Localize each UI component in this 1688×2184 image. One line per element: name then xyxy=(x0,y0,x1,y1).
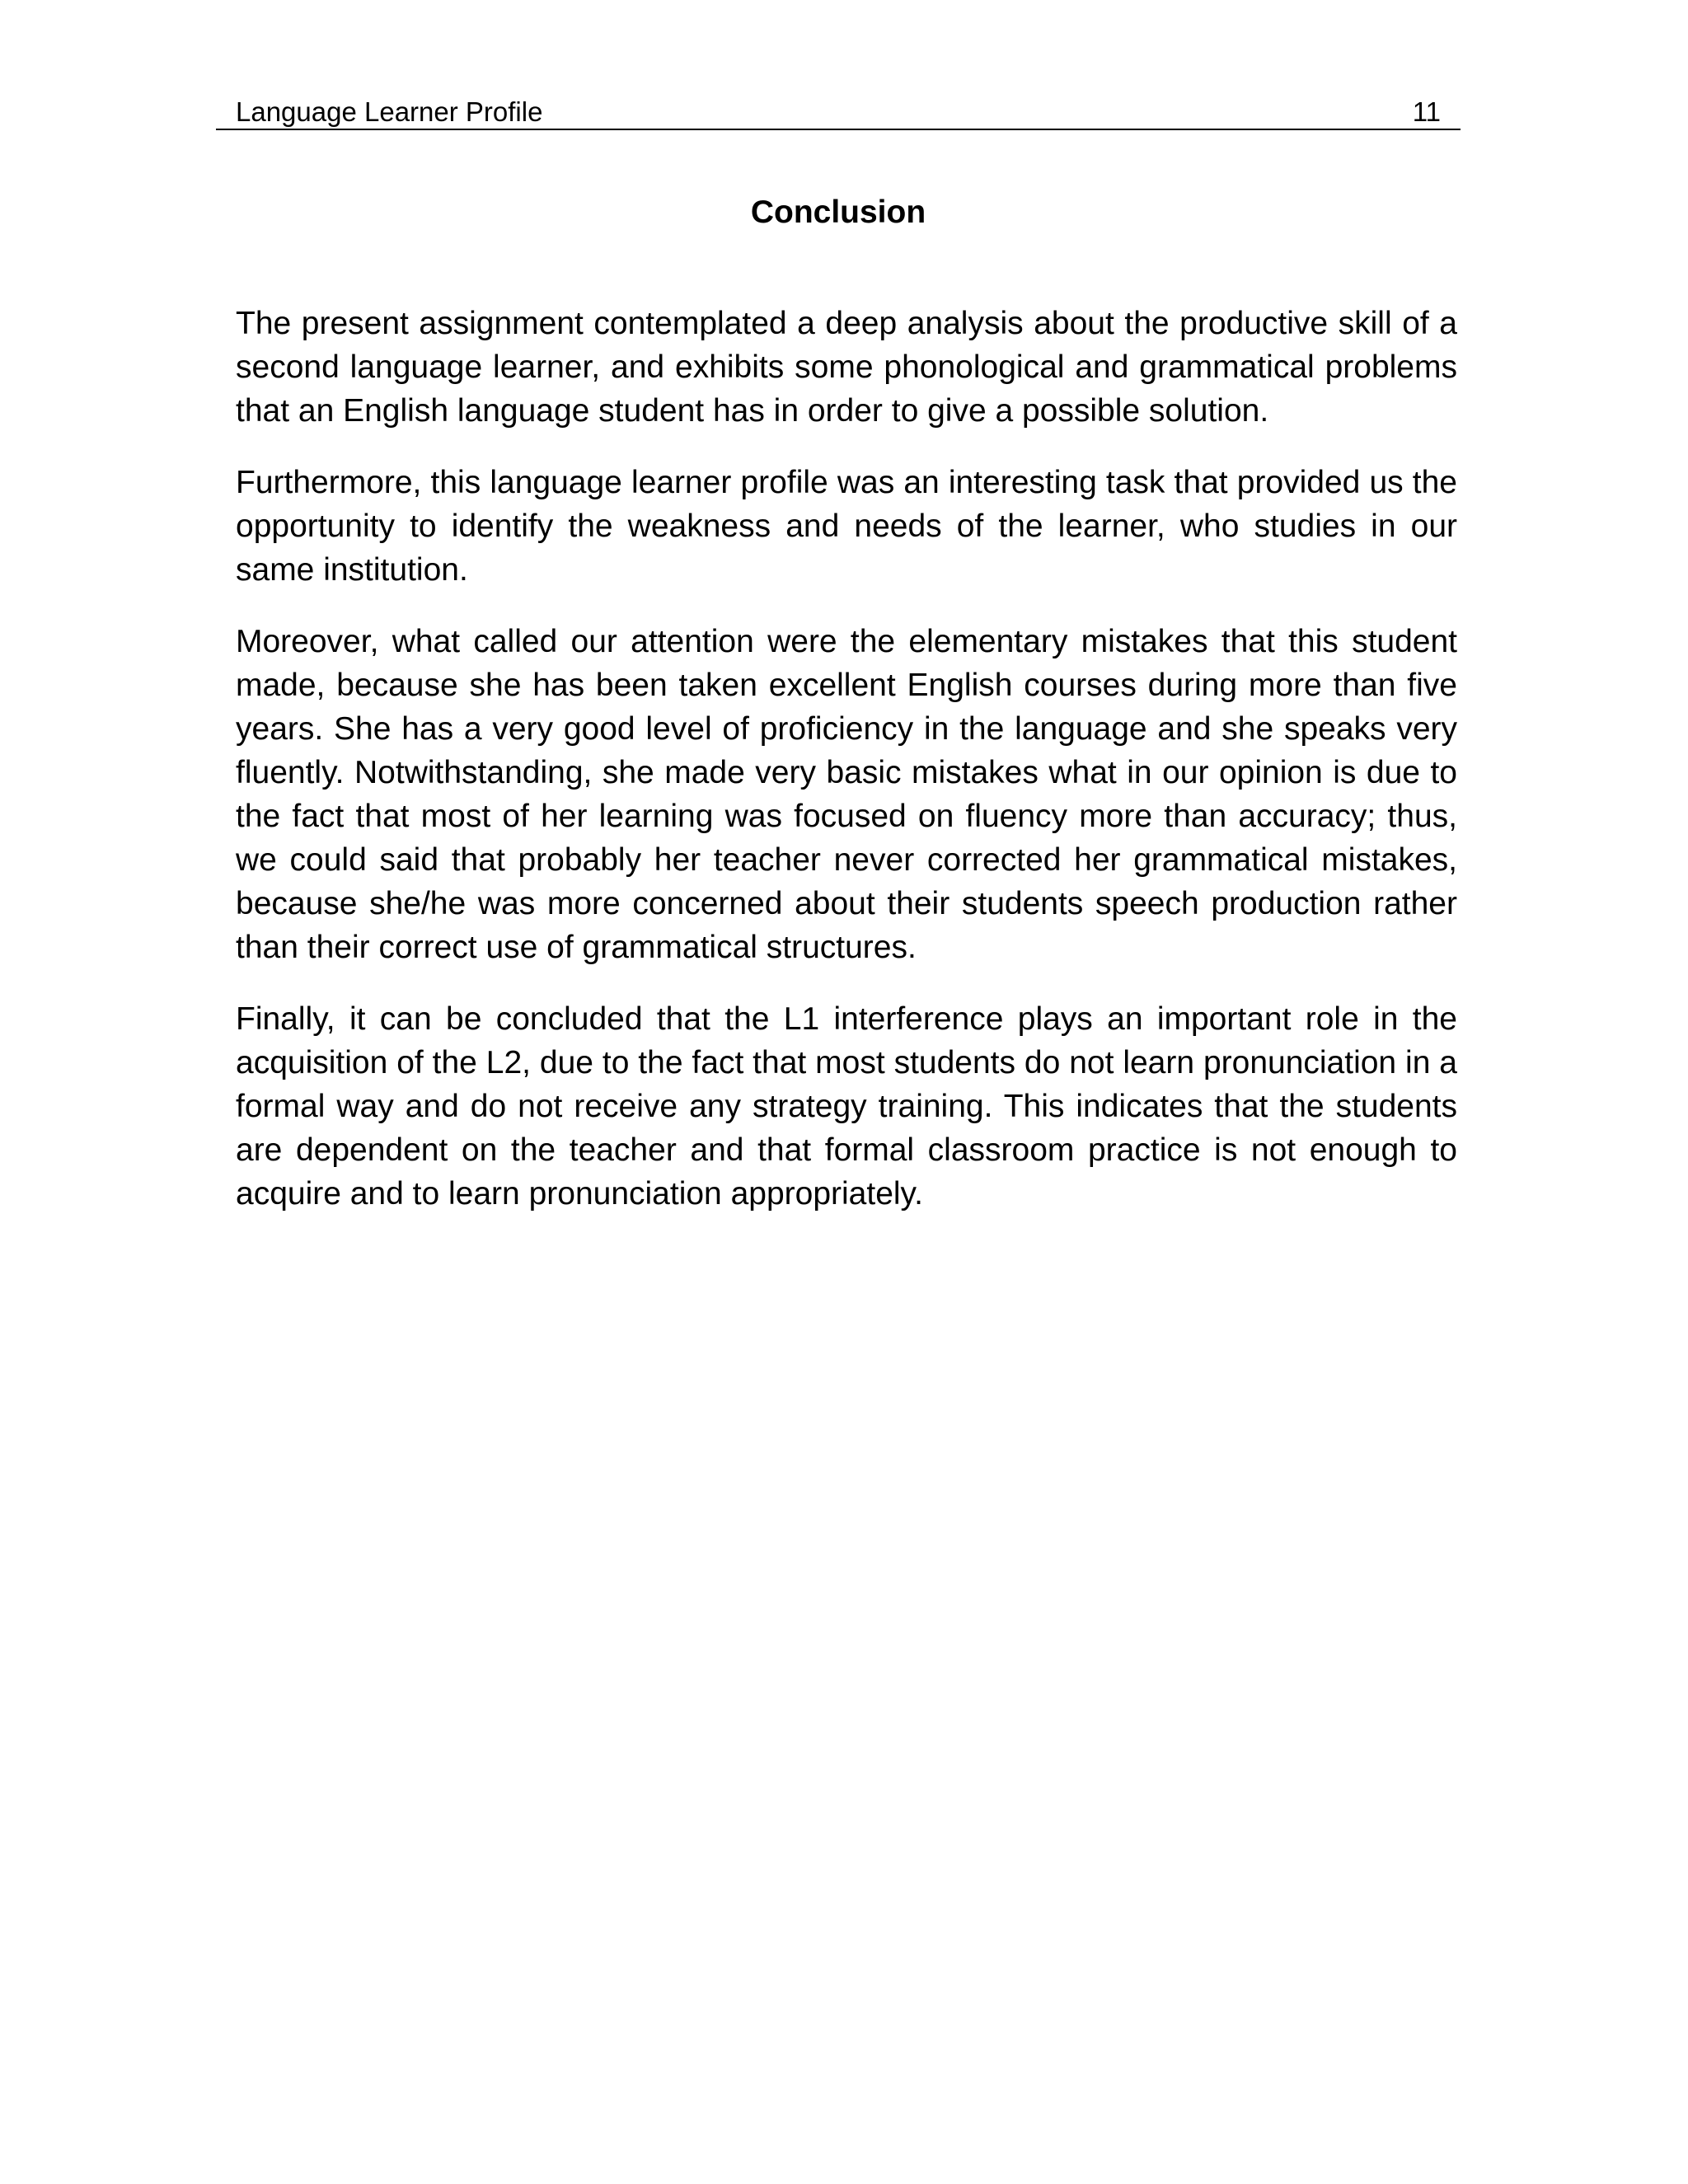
paragraph-3: Moreover, what called our attention were the elementary mistakes that this student made, because she has been taken excellent English courses during more than five years. She has a very good level of proficiency in the language and she speaks very fluently. Notwithstanding, she made very basic mistakes what in our opinion is due to the fact that most of her learning was focused on fluency more than accuracy; thus, we could said that probably her teacher never corrected her grammatical mistakes, because she/he was more concerned about their students speech production rather than their correct use of grammatical structures. xyxy=(236,624,1457,965)
running-header xyxy=(216,94,1461,130)
paragraph-1: The present assignment contemplated a deep analysis about the productive skill of a second language learner, and exhibits some phonological and grammatical problems that an English language student has in order to give a possible solution. xyxy=(236,306,1457,429)
running-title: Language Learner Profile xyxy=(236,96,543,127)
paragraph-4: Finally, it can be concluded that the L1 interference plays an important role in the acquisition of the L2, due to the fact that most students do not learn pronunciation in a formal way and do not receive any strategy training. This indicates that the students are dependent on the teacher and that formal classroom practice is not enough to acquire and to learn pronunciation appropriately. xyxy=(236,1001,1457,1212)
section-heading: Conclusion xyxy=(750,194,926,230)
body-text xyxy=(236,302,1457,1244)
page-number: 11 xyxy=(1412,96,1441,127)
paragraph-2: Furthermore, this language learner profile was an interesting task that provided us the opportunity to identify the weakness and needs of the learner, who studies in our same institution. xyxy=(236,465,1457,588)
